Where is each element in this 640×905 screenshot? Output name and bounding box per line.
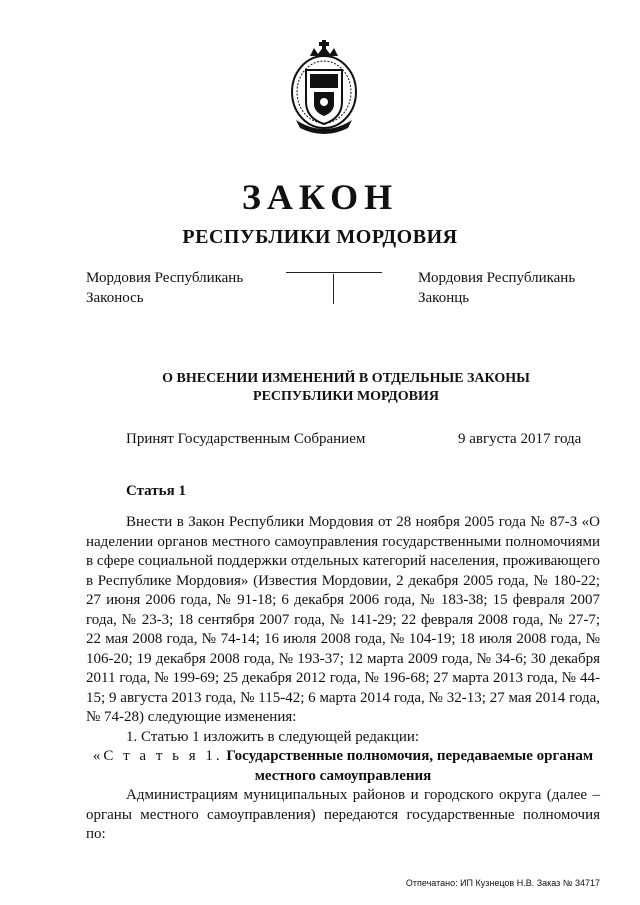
heading-line-1: О ВНЕСЕНИИ ИЗМЕНЕНИЙ В ОТДЕЛЬНЫЕ ЗАКОНЫ [162,371,530,386]
coat-of-arms-emblem [288,40,360,136]
paragraph-2: Администрациям муниципальных районов и городского округа (далее – органы местного самоуправления) передаются государственные полномочия по: [86,787,600,842]
adopted-by: Принят Государственным Собранием [126,431,366,447]
print-footer: Отпечатано: ИП Кузнецов Н.В. Заказ № 34717 [405,878,600,888]
paragraph-1: Внести в Закон Республики Мордовия от 28 ноября 2005 года № 87-З «О наделении органов местного самоуправления государственными полномочиями в сфере социальной поддержки отдельных категорий населения, проживающего в Республике Мордовия» (Известия Мордовии, 2 декабря 2005 года, № 180-22; 27 июня 2006 года, № 91-18; 6 декабря 2006 года, № 183-38; 15 февраля 2007 года, № 23-3; 18 сентября 2007 года, № 141-29; 22 февраля 2008 года, № 27-7; 22 мая 2008 года, № 74-14; 16 июля 2008 года, № 104-19; 18 июля 2008 года, № 106-20; 19 декабря 2008 года, № 193-37; 12 марта 2009 года, № 34-6; 30 декабря 2011 года, № 199-69; 25 декабря 2012 года, № 196-68; 27 марта 2013 года, № 44-15; 9 августа 2013 года, № 115-42; 6 марта 2014 года, № 32-13; 27 мая 2014 года, № 74-28) следующие изменения: [86,514,600,725]
document-heading [0,370,640,406]
divider-vertical [333,274,334,304]
quoted-article-prefix: «С т а т ь я 1. [92,748,223,764]
quoted-article-title: Государственные полномочия, передаваемые органам местного самоуправления [226,748,594,784]
right-caption [418,268,575,308]
heading-line-2: РЕСПУБЛИКИ МОРДОВИЯ [253,389,439,404]
law-title: ЗАКОН [241,177,399,217]
right-caption-line-1: Мордовия Республикань [418,270,576,286]
quoted-article-heading [86,747,600,786]
adopted-date: 9 августа 2017 года [458,431,582,447]
right-caption-line-2: Законць [418,290,470,306]
article-title: Статья 1 [126,483,186,499]
divider-horizontal [286,272,382,273]
left-caption [86,268,243,308]
law-subtitle: РЕСПУБЛИКИ МОРДОВИЯ [182,226,458,248]
left-caption-line-1: Мордовия Республикань [86,270,244,286]
item-1: 1. Статью 1 изложить в следующей редакции: [126,728,420,745]
document-body [86,513,600,845]
left-caption-line-2: Законось [86,290,144,306]
